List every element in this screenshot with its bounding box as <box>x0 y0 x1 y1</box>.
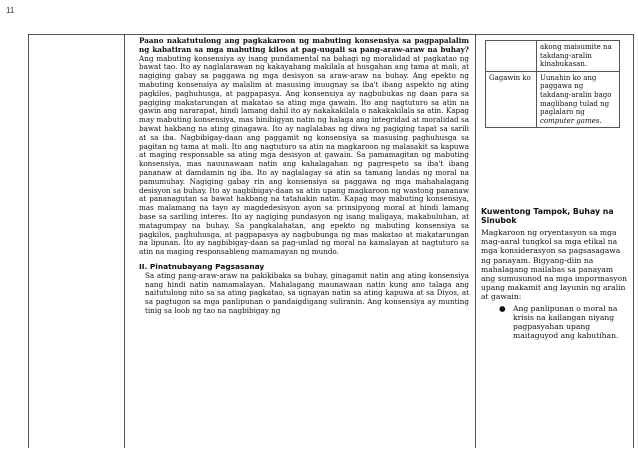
page-number: 11 <box>6 6 15 15</box>
section-body-pinatnubayang-pagsasanay: Sa ating pang-araw-araw na pakikibaka sa buhay, ginagamit natin ang ating konsensiya nang hindi natin namamalayan. Mahalagang maunawaan natin kung ano talaga ang naitutulong nito sa sa ating pagkatao, sa ugnayan natin sa ating kapuwa at sa Diyos, at sa pagtugon sa mga panlipunan o pandaigdigang suliranin. Ang konsensiya ay munting tinig sa loob ng tao na nagbibigay ng <box>145 270 469 315</box>
section-heading-pinatnubayang-pagsasanay: II. Pinatnubayang Pagsasanay <box>139 261 265 271</box>
table-cell-label <box>486 41 537 72</box>
plan-table <box>485 40 620 128</box>
cell-text-a: Uunahin ko ang paggawa ng takdang-aralin bago maglibang tulad ng paglalaro ng <box>540 73 612 117</box>
cell-text-b: . <box>599 116 602 125</box>
list-item <box>499 304 629 341</box>
kwentong-instructions: Magkaroon ng oryentasyon sa mga mag-aaral tungkol sa mga etikal na mga konsiderasyon sa pagsasagawa ng panayam. Bigyang-diin na mahalagang mailabas sa panayam ang sumusunod na mga impormasyon upang makamit ang layunin ng aralin at gawain: <box>481 228 628 302</box>
lead-question: Paano nakatutulong ang pagkakaroon ng mabuting konsensiya sa pagpapalalim ng kabatiran sa mga mabuting kilos at pag-uugali sa pang-araw-araw na buhay? <box>139 36 469 54</box>
left-empty-column <box>28 34 125 448</box>
main-content-column <box>139 37 469 316</box>
table-row <box>486 71 620 128</box>
right-column-divider <box>475 34 476 448</box>
table-cell-value: akong maisumite na takdang-aralin kinabukasan. <box>537 41 620 72</box>
paragraph-body: Ang mabuting konsensiya ay isang pundamental na bahagi ng moralidad at pagkatao ng bawat tao. Ito ay naglalarawan ng kakayahang makilala at husgahan ang tama at mali, at nagiging gabay sa paggawa ng mga desisyon sa araw-araw na buhay. Ang epekto ng mabuting konsensiya ay malalim at masusing inuugnay sa iba't ibang aspekto ng ating pagkilos, paghuhusga, at pagpapasya. Ang konsensiya ay nagbubukas ng daan para sa pagiging makatarungan at makatao sa ating mga gawain. Ito ang nagtuturo sa atin na gawin ang nararapat, hindi lamang dahil ito ay nakakakilala o nakakakilala sa atin. Kapag may mabuting konsensiya, mas binibigyan natin ng halaga ang integridad at moralidad sa bawat hakbang na ating ginagawa. Ito ay naglalabas ng diwa ng pagiging tapat sa sarili at sa iba. Nagbibigay-daan ang paggamit ng konsensiya sa masusing paghuhusga sa pagitan ng tama at mali. Ito ang nagtuturo sa atin na magkaroon ng malasakit sa kapuwa at maging responsable sa ating mga desisyon at gawain. Sa pamamagitan ng mabuting konsensiya, mas nauunawaan natin ang kahalagahan ng pagrespeto sa iba't ibang pananaw at damdamin ng iba. Ito ay naglalagay sa atin sa tamang landas ng moral na pamumuhay. Nagiging gabay rin ang konsensiya sa paggawa ng mga mahahalagang desisyon sa buhay. Ito ay nagbibigay-daan sa atin upang magkaroon ng wastong pananaw at pananagutan sa bawat hakbang na tatahakin natin. Kapag may mabuting konsensiya, mas malamang na tayo ay magdedesisyon ayon sa prinsipyong moral at hindi lamang base sa sariling interes. Ito ay nagiging pundasyon ng isang maligaya, makabuluhan, at matagumpay na buhay. Sa pangkalahatan, ang epekto ng mabuting konsensiya sa pagkilos, paghuhusga, at pagpapasya ay nagbubunga ng mas makatao at makatarungan na lipunan. Ito ay nagbibigay-daan sa pag-unlad ng moral na kamalayan at nagtuturo sa atin na maging responsableng mamamayan ng mundo. <box>139 53 469 257</box>
table-row <box>486 41 620 72</box>
paragraph-konsensiya <box>139 37 469 257</box>
bullet-text: Ang panlipunan o moral na krisis na kailangan niyang pagpasyahan upang maitaguyod ang kabutihan. <box>513 303 619 341</box>
table-cell-label: Gagawin ko <box>486 71 537 128</box>
kwentong-tampok-title: Kuwentong Tampok, Buhay na Sinubok <box>481 207 614 226</box>
table-cell-value <box>537 71 620 128</box>
cell-text-emphasis: computer games <box>540 116 600 125</box>
bullet-icon: ● <box>499 303 506 313</box>
kwentong-tampok-body <box>481 228 629 340</box>
